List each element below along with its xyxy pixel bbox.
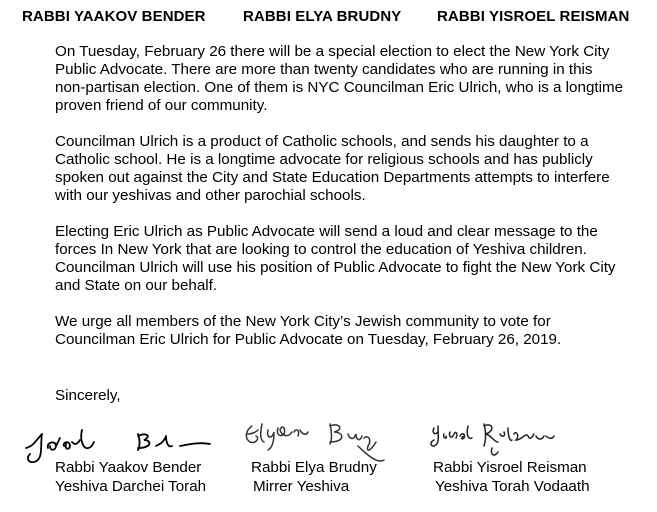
signature-block-bender <box>20 416 230 506</box>
letterhead-rabbi-brudny: RABBI ELYA BRUDNY <box>243 8 402 25</box>
paragraph-ulrich-background: Councilman Ulrich is a product of Catholic schools, and sends his daughter to a Catholic school. He is a longtime advocate for religious schools and has publicly spoken out against the City and State Education Departments attempts to interfere with our yeshivas and other parochial schools. <box>55 133 610 204</box>
signer-school-bender: Yeshiva Darchei Torah <box>55 478 207 495</box>
letterhead-rabbi-bender: RABBI YAAKOV BENDER <box>22 8 206 25</box>
paragraph-message: Electing Eric Ulrich as Public Advocate will send a loud and clear message to the forces In New York that are looking to control the education of Yeshiva children. Councilman Ulrich will use his position of Public Advocate to fight the New York City and State on our behalf. <box>55 223 616 294</box>
paragraph-call-to-vote: We urge all members of the New York City’s Jewish community to vote for Councilman Eric Ulrich for Public Advocate on Tuesday, February 26, 2019. <box>55 313 562 348</box>
letterhead-rabbi-reisman: RABBI YISROEL REISMAN <box>437 8 630 25</box>
paragraph-election-intro: On Tuesday, February 26 there will be a special election to elect the New York City Public Advocate. There are more than twenty candidates who are running in this non-partisan election. One of them is NYC Councilman Eric Ulrich, who is a longtime proven friend of our community. <box>55 43 624 114</box>
signer-name-reisman: Rabbi Yisroel Reisman <box>433 459 587 476</box>
signer-name-bender: Rabbi Yaakov Bender <box>55 459 202 476</box>
signature-block-reisman <box>420 416 620 506</box>
signature-reisman-image <box>420 416 620 464</box>
letterhead <box>0 8 657 30</box>
signer-name-brudny: Rabbi Elya Brudny <box>251 459 377 476</box>
signer-school-brudny: Mirrer Yeshiva <box>253 478 350 495</box>
letter-body <box>55 43 625 367</box>
signature-block-brudny <box>238 416 418 506</box>
closing-salutation: Sincerely, <box>55 387 121 404</box>
signer-school-reisman: Yeshiva Torah Vodaath <box>435 478 590 495</box>
signature-bender-image <box>20 416 230 464</box>
